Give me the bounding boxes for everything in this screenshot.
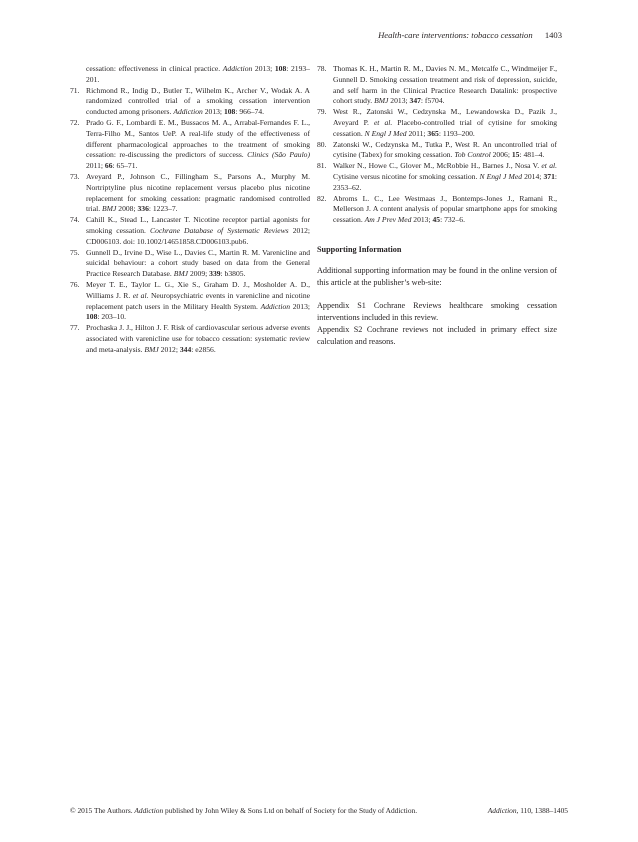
reference-text: Aveyard P., Johnson C., Fillingham S., Parsons A., Murphy M. Nortriptyline plus nicotine replacement versus placebo plus nicotine replacement for smoking cessation: pragmatic randomised controlled trial. (86, 171, 310, 214)
reference-entry (70, 248, 310, 280)
reference-text: 2013; (252, 64, 275, 73)
reference-number: 82. (317, 193, 327, 203)
reference-text: 2013; (202, 107, 224, 117)
reference-text: N Engl J Med (364, 128, 407, 138)
reference-text: Thomas K. H., Martin R. M., Davies N. M., Metcalfe C., Windmeijer F., Gunnell D. Smoking cessation treatment and risk of depression, suicide, and self harm in the Clinical Practice Research Datalink: prospective cohort study. (333, 64, 557, 106)
reference-text: Prado G. F., Lombardi E. M., Bussacos M. A., Arrabal-Fernandes F. L., Terra-Filho M., Santos UeP. A real-life study of the effectiveness of different pharmacological approaches to the treatment of smoking cessation: re-discussing the predictors of success. (86, 117, 310, 160)
reference-text: 66 (104, 161, 113, 171)
reference-entry (70, 64, 310, 86)
reference-number: 75. (70, 247, 80, 257)
reference-number: 71. (70, 85, 80, 95)
reference-text: 2013; (411, 215, 433, 225)
copyright-prefix: © 2015 The Authors. (70, 806, 135, 815)
reference-number: 78. (317, 64, 327, 73)
reference-text: 365 (427, 128, 439, 138)
reference-text: 344 (179, 344, 192, 354)
reference-text: Gunnell D., Irvine D., Wise L., Davies C., Martin R. M. Varenicline and suicidal behaviour: a cohort study based on data from the General Practice Research Database. (86, 247, 310, 279)
reference-number: 74. (70, 215, 80, 225)
reference-list-right (317, 64, 557, 226)
appendix-s1: Appendix S1 Cochrane Reviews healthcare smoking cessation interventions included in this review. (317, 301, 557, 323)
reference-text: 2014; (522, 171, 544, 181)
reference-entry (70, 86, 310, 118)
reference-text: Prochaska J. J., Hilton J. F. Risk of cardiovascular serious adverse events associated with varenicline use for tobacco cessation: systematic review and meta-analysis. (86, 323, 310, 354)
reference-text: 45 (432, 215, 441, 225)
reference-entry (70, 323, 310, 355)
reference-number: 81. (317, 161, 327, 171)
reference-text: Am J Prev Med (364, 215, 412, 225)
reference-text: : b3805. (220, 269, 246, 279)
reference-entry (317, 194, 557, 226)
reference-number: 79. (317, 107, 327, 117)
reference-text: et al. (541, 161, 557, 171)
reference-text: BMJ (173, 269, 189, 279)
reference-text: Placebo-controlled trial of cytisine for smoking cessation. (333, 117, 557, 138)
supporting-information-heading: Supporting Information (317, 244, 402, 254)
reference-text: 2012; (158, 344, 180, 354)
reference-text: 339 (209, 269, 221, 279)
reference-text: 2009; (188, 269, 210, 279)
reference-text: BMJ (374, 96, 389, 106)
reference-text: : 1193–200. (438, 128, 475, 138)
reference-text: Addiction (222, 64, 253, 73)
reference-number: 76. (70, 279, 80, 289)
reference-text: : 732–6. (440, 215, 465, 225)
appendix-s2: Appendix S2 Cochrane reviews not included in primary effect size calculation and reasons. (317, 324, 557, 346)
reference-text: 108 (274, 64, 287, 73)
reference-text: Addiction (173, 107, 203, 117)
reference-text: 108 (86, 312, 98, 322)
reference-text: BMJ (102, 204, 117, 214)
reference-text: Meyer T. E., Taylor L. G., Xie S., Graham D. J., Mosholder A. D., Williams J. R. (86, 279, 310, 300)
reference-text: West R., Zatonski W., Cedzynska M., Lewandowska D., Pazik J., Aveyard P. (333, 107, 557, 127)
citation-journal: Addiction (487, 806, 517, 815)
reference-text: Walker N., Howe C., Glover M., McRobbie H., Barnes J., Nosa V. (333, 161, 542, 171)
reference-text: : 2193–201. (86, 64, 310, 84)
page-footer (70, 806, 568, 815)
reference-text: Abroms L. C., Lee Westmaas J., Bontemps-Jones J., Ramani R., Mellerson J. A content analysis of popular smartphone apps for smoking cessation. (333, 193, 557, 225)
reference-text: 371 (543, 171, 555, 181)
reference-text: 2013; (290, 301, 310, 311)
reference-text: : 2353–62. (333, 171, 557, 192)
reference-entry (317, 107, 557, 139)
reference-text: Cytisine versus nicotine for smoking cessation. (333, 171, 480, 181)
reference-text: 2011; (86, 161, 105, 171)
reference-text: 15 (511, 150, 520, 160)
spacer (317, 288, 557, 300)
reference-text: : 481–4. (519, 150, 545, 160)
reference-text: 2006; (490, 150, 512, 160)
reference-entry (70, 215, 310, 247)
reference-text: Clinics (São Paulo) (247, 150, 311, 160)
reference-text: 347 (409, 96, 421, 106)
reference-text: et al. (132, 290, 149, 300)
reference-text: Richmond R., Indig D., Butler T., Wilhelm K., Archer V., Wodak A. A randomized controlled trial of a smoking cessation intervention conducted among prisoners. (86, 85, 310, 117)
reference-text: Cochrane Database of Systematic Reviews (150, 225, 289, 235)
running-title: Health-care interventions: tobacco cessation (378, 30, 533, 40)
reference-text: : 966–74. (235, 107, 265, 117)
page-number: 1403 (544, 30, 562, 40)
journal-citation (488, 806, 568, 815)
right-column (317, 64, 557, 348)
reference-text: N Engl J Med (479, 171, 522, 181)
reference-text: 336 (137, 204, 149, 214)
reference-number: 77. (70, 323, 80, 333)
reference-text: 2013; (388, 96, 410, 106)
reference-text: cessation: effectiveness in clinical practice. (86, 64, 223, 73)
copyright-notice (70, 806, 417, 815)
reference-text: : 65–71. (112, 161, 138, 171)
running-header (378, 30, 562, 40)
reference-text: Tob Control (454, 150, 491, 160)
reference-text: 2011; (406, 128, 428, 138)
reference-number: 73. (70, 171, 80, 181)
copyright-suffix: published by John Wiley & Sons Ltd on behalf of Society for the Study of Addiction. (163, 806, 418, 815)
reference-entry (70, 172, 310, 215)
reference-text: : f5704. (420, 96, 445, 106)
reference-entry (317, 140, 557, 162)
reference-text: Cahill K., Stead L., Lancaster T. Nicotine receptor partial agonists for smoking cessation. (86, 215, 310, 235)
reference-entry (70, 118, 310, 172)
reference-text: et al. (373, 117, 393, 127)
reference-entry (317, 64, 557, 107)
reference-text: 108 (223, 107, 236, 117)
reference-text: Neuropsychiatric events in varenicline and nicotine replacement patch users in the Military Health System. (86, 290, 310, 311)
reference-text: 2012; CD006103. doi: 10.1002/14651858.CD006103.pub6. (86, 225, 310, 246)
footer-journal-name: Addiction (134, 806, 164, 815)
reference-text: : 203–10. (97, 312, 127, 322)
reference-entry (317, 161, 557, 193)
supporting-information-intro: Additional supporting information may be found in the online version of this article at the publisher’s web-site: (317, 265, 557, 287)
reference-text: BMJ (144, 344, 159, 354)
reference-number: 80. (317, 139, 327, 149)
reference-number: 72. (70, 117, 80, 127)
reference-text: Addiction (260, 301, 291, 311)
reference-text: : e2856. (191, 344, 216, 354)
reference-text: : 1223–7. (148, 204, 178, 214)
citation-volume-pages: , 110, 1388–1405 (516, 806, 568, 815)
reference-text: Zatonski W., Cedzynska M., Tutka P., West R. An uncontrolled trial of cytisine (Tabex) for smoking cessation. (333, 139, 557, 160)
reference-entry (70, 280, 310, 323)
reference-list-left (70, 64, 310, 356)
reference-text: 2008; (116, 204, 138, 214)
